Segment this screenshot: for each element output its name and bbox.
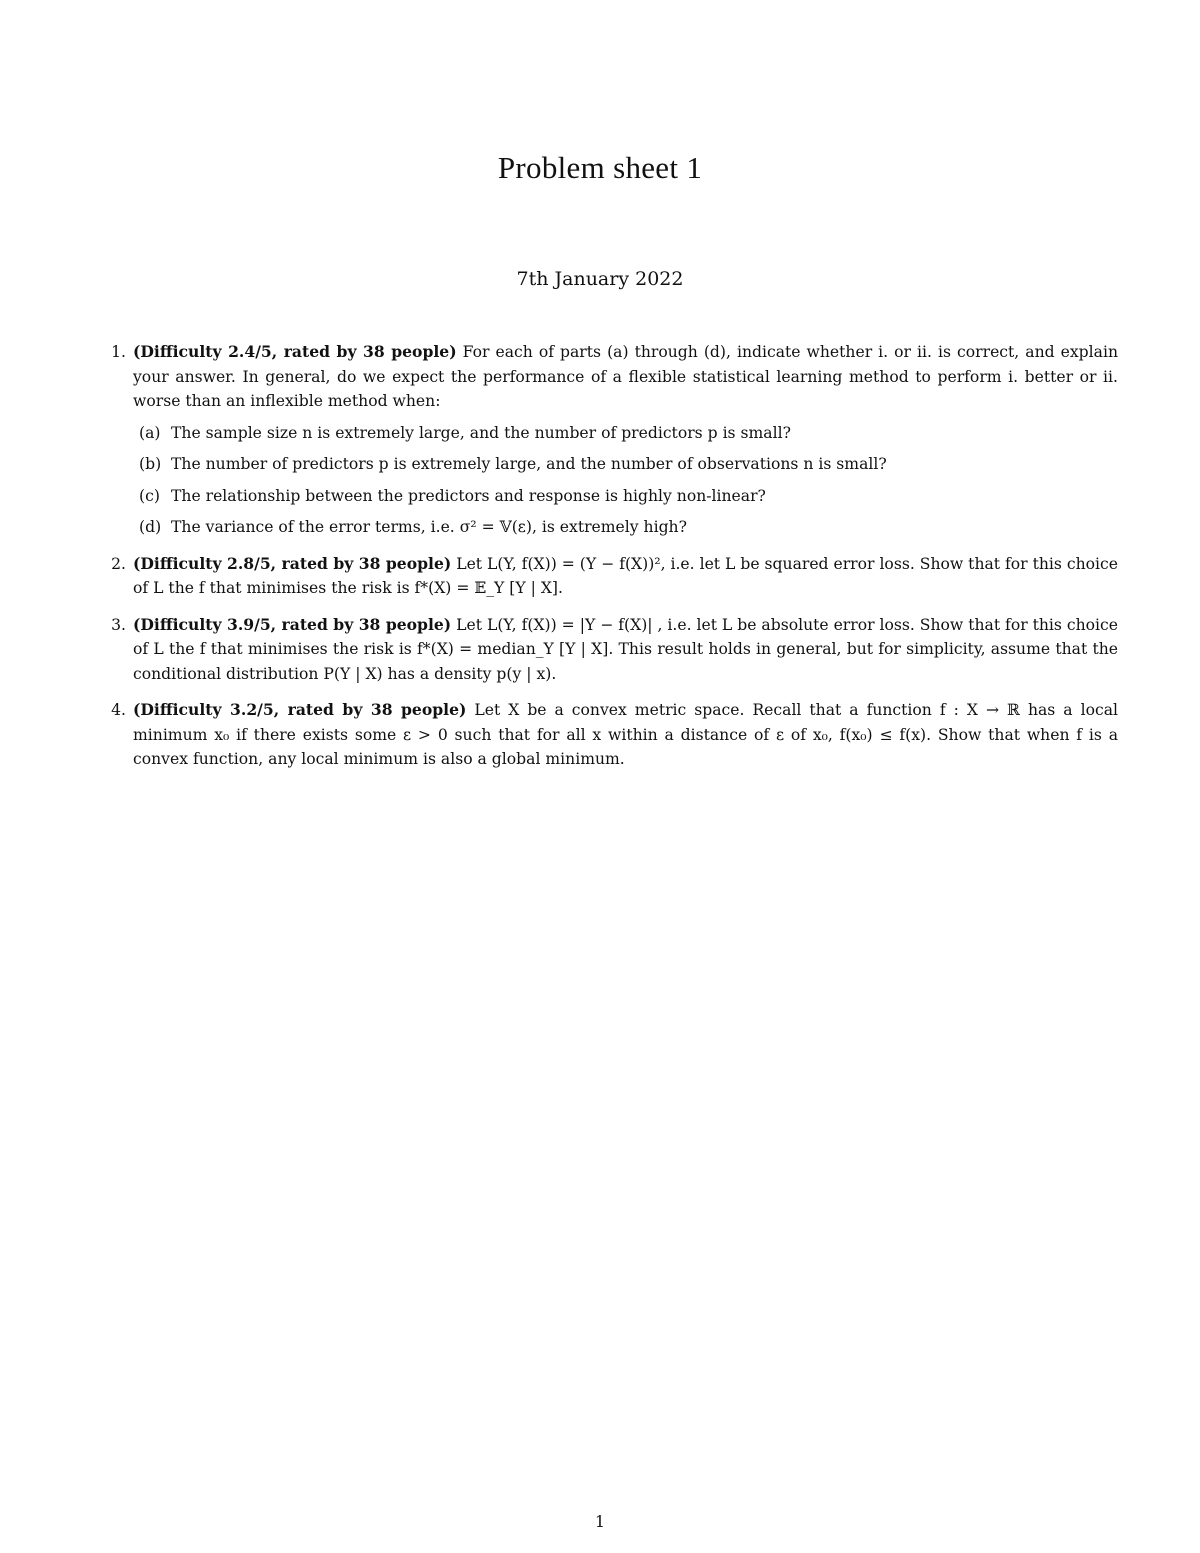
problem-text: Let X be a convex metric space. Recall that a function f : X → ℝ has a local minimum x₀ if there exists some ε > 0 such that for all x within a distance of ε of x₀, f(x₀) ≤ f(x). Show that when f is a convex function, any local minimum is also a global minimum.: [133, 701, 1118, 768]
document-date: 7th January 2022: [516, 268, 684, 290]
part-label: (d): [139, 518, 162, 536]
part-label: (b): [139, 455, 162, 473]
problem-part-a: [133, 421, 1118, 446]
problem-parts: [133, 421, 1118, 540]
problem-4: [102, 698, 1118, 772]
page-title: Problem sheet 1: [497, 150, 703, 185]
problem-number: 2.: [111, 554, 126, 573]
problem-3: [102, 613, 1118, 687]
part-text: The relationship between the predictors and response is highly non-linear?: [171, 486, 766, 505]
problem-1: [102, 340, 1118, 540]
problem-2: [102, 552, 1118, 601]
problem-text: Let L(Y, f(X)) = |Y − f(X)| , i.e. let L be absolute error loss. Show that for this choice of L the f that minimises the risk is f*(X) = median_Y [Y | X]. This result holds in general, but for simplicity, assume that the conditional distribution P(Y | X) has a density p(y | x).: [133, 615, 1118, 683]
problem-part-b: [133, 452, 1118, 477]
problem-difficulty: (Difficulty 2.4/5, rated by 38 people): [133, 342, 457, 361]
part-text: The sample size n is extremely large, and the number of predictors p is small?: [171, 423, 791, 442]
problem-number: 3.: [111, 615, 126, 634]
problem-text: For each of parts (a) through (d), indicate whether i. or ii. is correct, and explain your answer. In general, do we expect the performance of a flexible statistical learning method to perform i. better or ii. worse than an inflexible method when:: [133, 343, 1118, 410]
problem-number: 4.: [111, 701, 126, 719]
problem-part-c: [133, 484, 1118, 509]
problem-text: Let L(Y, f(X)) = (Y − f(X))², i.e. let L be squared error loss. Show that for this choice of L the f that minimises the risk is f*(X) = 𝔼_Y [Y | X].: [133, 554, 1118, 597]
problem-list: [102, 340, 1118, 784]
problem-difficulty: (Difficulty 2.8/5, rated by 38 people): [133, 553, 452, 573]
problem-difficulty: (Difficulty 3.9/5, rated by 38 people): [133, 614, 452, 634]
part-label: (c): [139, 486, 160, 505]
part-label: (a): [139, 423, 161, 442]
problem-number: 1.: [111, 343, 126, 361]
page-number: 1: [594, 1512, 606, 1531]
part-text: The number of predictors p is extremely large, and the number of observations n is small?: [171, 455, 887, 473]
problem-difficulty: (Difficulty 3.2/5, rated by 38 people): [133, 700, 467, 719]
problem-part-d: [133, 515, 1118, 540]
part-text: The variance of the error terms, i.e. σ² = 𝕍(ε), is extremely high?: [171, 518, 687, 536]
